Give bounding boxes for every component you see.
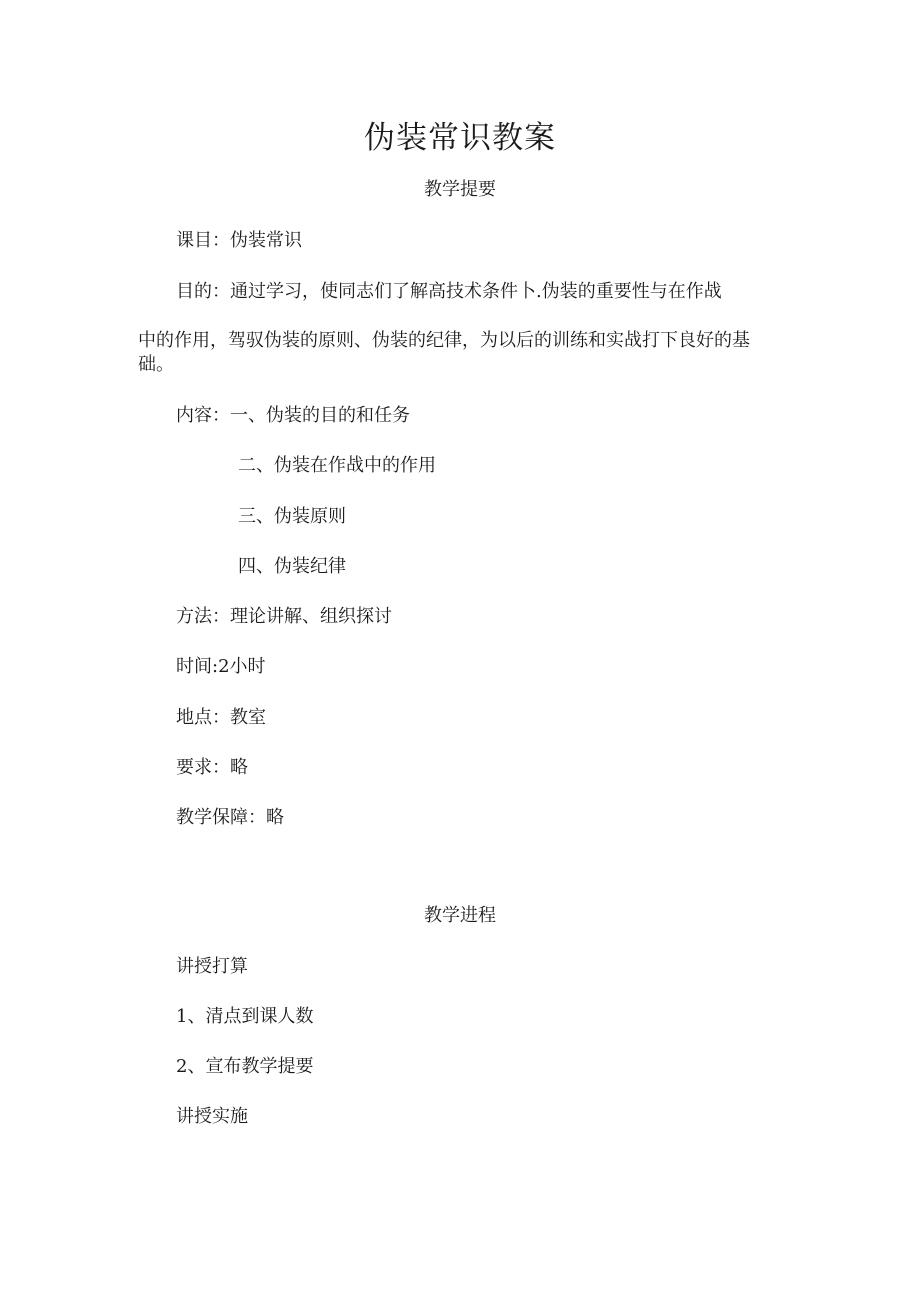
document-title: 伪装常识教案 <box>364 120 556 156</box>
content-line-3: 三、伪装原则 <box>238 506 346 527</box>
place-line: 地点：教室 <box>176 707 266 728</box>
time-line: 时间:2小时 <box>176 656 266 677</box>
purpose-line-3: 础。 <box>138 354 174 375</box>
subject-line: 课目：伪装常识 <box>176 230 302 251</box>
content-line-1: 内容：一、伪装的目的和任务 <box>176 405 410 426</box>
summary-heading: 教学提要 <box>424 179 496 200</box>
progress-heading: 教学进程 <box>424 905 496 926</box>
guarantee-line: 教学保障：略 <box>176 807 284 828</box>
method-line: 方法：理论讲解、组织探讨 <box>176 606 392 627</box>
plan-heading: 讲授打算 <box>176 956 248 977</box>
step-2: 2、宣布教学提要 <box>176 1056 314 1077</box>
step-1: 1、清点到课人数 <box>176 1006 314 1027</box>
purpose-line-2: 中的作用，驾驭伪装的原则、伪装的纪律，为以后的训练和实战打下良好的基 <box>138 330 750 351</box>
purpose-line-1: 目的：通过学习，使同志们了解高技术条件卜.伪装的重要性与在作战 <box>176 281 722 302</box>
implementation-heading: 讲授实施 <box>176 1106 248 1127</box>
requirement-line: 要求：略 <box>176 757 248 778</box>
content-line-2: 二、伪装在作战中的作用 <box>238 455 436 476</box>
content-line-4: 四、伪装纪律 <box>238 556 346 577</box>
